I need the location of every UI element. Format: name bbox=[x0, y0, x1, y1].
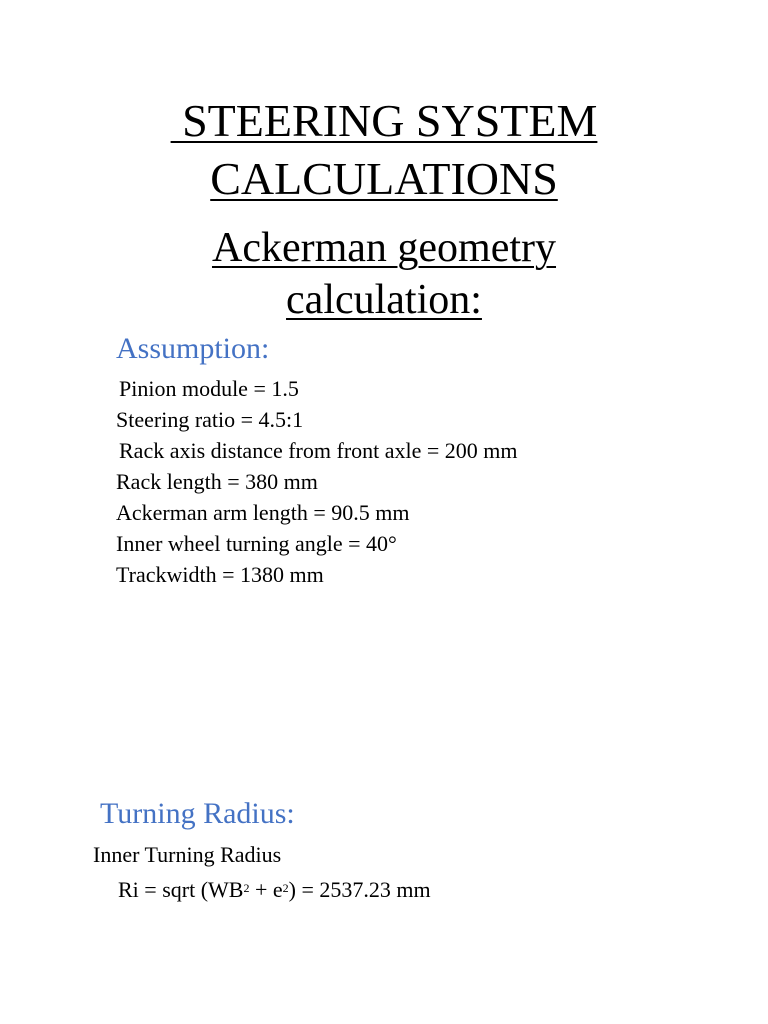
assumption-item-pinion-module: Pinion module = 1.5 bbox=[119, 376, 299, 401]
formula-middle: + e bbox=[249, 877, 283, 902]
page-title-text-1: STEERING SYSTEM bbox=[170, 95, 598, 146]
section-title-line-2 bbox=[0, 274, 768, 326]
assumption-item-steering-ratio: Steering ratio = 4.5:1 bbox=[116, 407, 304, 432]
assumption-item-inner-wheel-angle: Inner wheel turning angle = 40° bbox=[116, 531, 397, 556]
section-title-line-1 bbox=[0, 222, 768, 274]
inner-turning-radius-label: Inner Turning Radius bbox=[93, 842, 282, 867]
inner-turning-radius-formula bbox=[118, 876, 431, 904]
section-title-text-1: Ackerman geometry bbox=[211, 225, 557, 271]
formula-suffix: ) = 2537.23 mm bbox=[288, 877, 431, 902]
page-title-line-2 bbox=[0, 150, 768, 208]
formula-superscript-2: 2 bbox=[282, 881, 289, 895]
assumption-item-rack-length: Rack length = 380 mm bbox=[116, 469, 318, 494]
assumption-heading: Assumption: bbox=[116, 332, 270, 365]
section-title-text-2: calculation: bbox=[286, 277, 482, 323]
assumption-item-trackwidth: Trackwidth = 1380 mm bbox=[116, 562, 324, 587]
page-title-line-1 bbox=[0, 92, 768, 150]
formula-superscript-1: 2 bbox=[243, 881, 250, 895]
assumption-item-rack-axis-distance: Rack axis distance from front axle = 200 mm bbox=[119, 438, 518, 463]
turning-radius-heading: Turning Radius: bbox=[100, 797, 295, 830]
assumption-item-ackerman-arm-length: Ackerman arm length = 90.5 mm bbox=[116, 500, 410, 525]
page-title-text-2: CALCULATIONS bbox=[210, 153, 558, 204]
formula-prefix: Ri = sqrt (WB bbox=[118, 877, 244, 902]
